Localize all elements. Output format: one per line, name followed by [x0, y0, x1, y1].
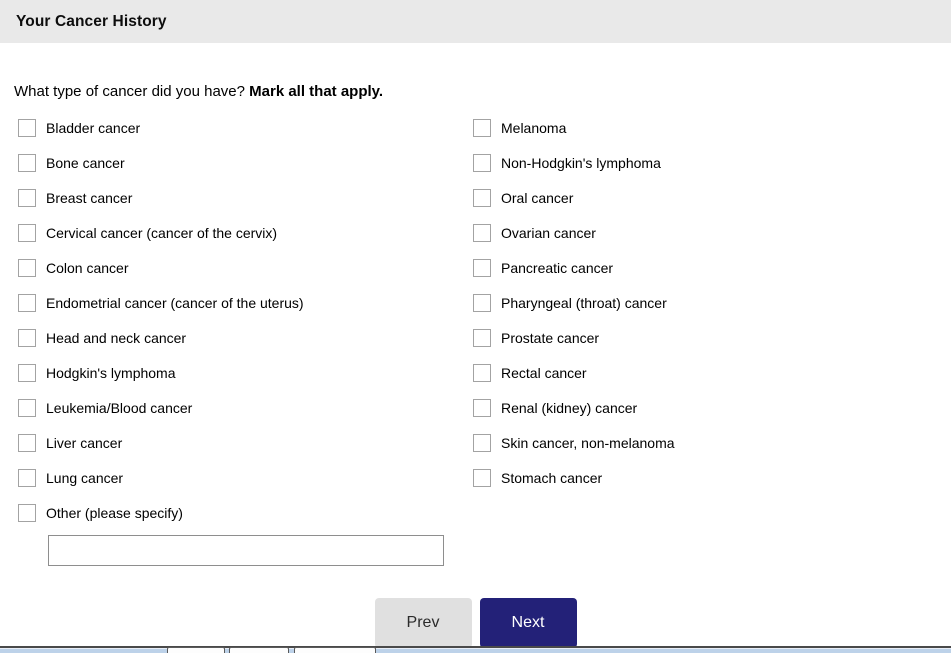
option-checkbox[interactable] — [473, 329, 491, 347]
question-main: What type of cancer did you have? — [14, 83, 250, 100]
option-checkbox[interactable] — [473, 294, 491, 312]
option-checkbox[interactable] — [18, 434, 36, 452]
option-label: Lung cancer — [46, 469, 124, 486]
cancer-option-row[interactable] — [18, 110, 304, 145]
cancer-option-row[interactable] — [473, 460, 675, 495]
option-label: Cervical cancer (cancer of the cervix) — [46, 224, 278, 241]
option-checkbox[interactable] — [473, 469, 491, 487]
option-checkbox[interactable] — [473, 224, 491, 242]
option-label: Rectal cancer — [501, 364, 587, 381]
option-checkbox[interactable] — [473, 364, 491, 382]
options-column-right — [473, 110, 675, 495]
option-label: Oral cancer — [501, 189, 574, 206]
cancer-option-row[interactable] — [473, 355, 675, 390]
cancer-option-row[interactable] — [18, 320, 304, 355]
option-checkbox[interactable] — [18, 504, 36, 522]
cancer-option-row[interactable] — [473, 250, 675, 285]
cancer-option-row[interactable] — [473, 215, 675, 250]
option-label: Pharyngeal (throat) cancer — [501, 294, 667, 311]
option-checkbox[interactable] — [18, 259, 36, 277]
option-checkbox[interactable] — [473, 154, 491, 172]
option-label: Colon cancer — [46, 259, 129, 276]
option-label: Liver cancer — [46, 434, 123, 451]
option-checkbox[interactable] — [18, 469, 36, 487]
page-title: Your Cancer History — [16, 12, 167, 30]
option-label: Bladder cancer — [46, 119, 141, 136]
next-button[interactable]: Next — [480, 598, 577, 648]
cancer-option-row[interactable] — [18, 145, 304, 180]
options-column-left — [18, 110, 304, 530]
cancer-option-row[interactable] — [18, 285, 304, 320]
cancer-option-row[interactable] — [18, 460, 304, 495]
prev-button[interactable]: Prev — [375, 598, 472, 648]
option-label: Bone cancer — [46, 154, 125, 171]
option-label: Ovarian cancer — [501, 224, 596, 241]
option-checkbox[interactable] — [18, 294, 36, 312]
option-checkbox[interactable] — [473, 119, 491, 137]
cancer-option-row[interactable] — [473, 390, 675, 425]
option-checkbox[interactable] — [473, 189, 491, 207]
cancer-option-row[interactable] — [473, 320, 675, 355]
cancer-option-row[interactable] — [18, 250, 304, 285]
cancer-option-row[interactable] — [473, 180, 675, 215]
page-header — [0, 0, 951, 43]
option-checkbox[interactable] — [18, 119, 36, 137]
cancer-option-row[interactable] — [473, 425, 675, 460]
cancer-option-row[interactable] — [473, 285, 675, 320]
option-checkbox[interactable] — [18, 399, 36, 417]
cancer-option-row[interactable] — [473, 145, 675, 180]
option-checkbox[interactable] — [18, 364, 36, 382]
background-window-tab[interactable] — [294, 647, 376, 653]
option-label: Hodgkin's lymphoma — [46, 364, 176, 381]
background-window-tab[interactable] — [167, 647, 225, 653]
option-label: Skin cancer, non-melanoma — [501, 434, 675, 451]
option-label: Renal (kidney) cancer — [501, 399, 638, 416]
cancer-option-row[interactable] — [18, 180, 304, 215]
option-checkbox[interactable] — [18, 189, 36, 207]
background-taskbar — [0, 648, 951, 653]
other-specify-input[interactable] — [48, 535, 444, 566]
option-label: Pancreatic cancer — [501, 259, 614, 276]
cancer-option-row[interactable] — [473, 110, 675, 145]
option-checkbox[interactable] — [473, 399, 491, 417]
question-emphasis: Mark all that apply. — [249, 83, 384, 100]
option-label: Endometrial cancer (cancer of the uterus) — [46, 294, 304, 311]
option-label: Stomach cancer — [501, 469, 603, 486]
option-label: Head and neck cancer — [46, 329, 187, 346]
navigation-buttons — [0, 598, 951, 648]
option-label: Prostate cancer — [501, 329, 600, 346]
option-label: Other (please specify) — [46, 504, 183, 521]
option-checkbox[interactable] — [18, 224, 36, 242]
option-label: Non-Hodgkin's lymphoma — [501, 154, 661, 171]
option-checkbox[interactable] — [473, 259, 491, 277]
background-window-tab[interactable] — [229, 647, 289, 653]
cancer-option-row[interactable] — [18, 390, 304, 425]
question-text — [14, 83, 383, 101]
option-checkbox[interactable] — [18, 154, 36, 172]
option-label: Leukemia/Blood cancer — [46, 399, 193, 416]
cancer-option-row[interactable] — [18, 215, 304, 250]
option-label: Breast cancer — [46, 189, 133, 206]
option-checkbox[interactable] — [18, 329, 36, 347]
option-label: Melanoma — [501, 119, 567, 136]
option-checkbox[interactable] — [473, 434, 491, 452]
cancer-option-row[interactable] — [18, 425, 304, 460]
cancer-option-row[interactable] — [18, 495, 304, 530]
cancer-option-row[interactable] — [18, 355, 304, 390]
